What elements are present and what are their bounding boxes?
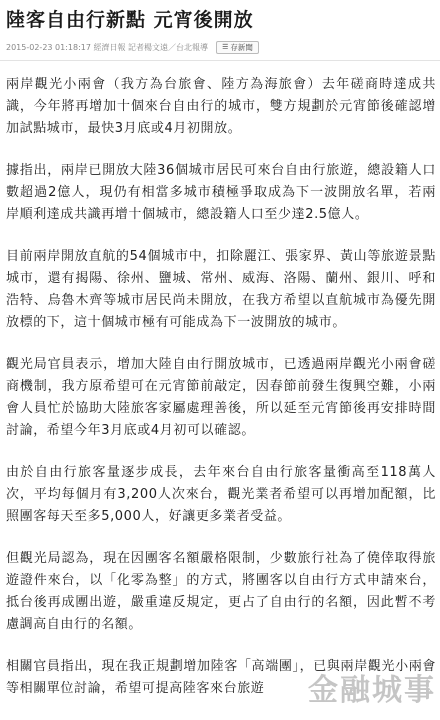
article-paragraph: 據指出，兩岸已開放大陸36個城市居民可來台自由行旅遊，總設籍人口數超過2億人，現仍有相當多城市積極爭取成為下一波開放名單，若兩岸順利達成共識再增十個城市，總設籍人口至少達2.5億人。 <box>6 163 436 222</box>
bookmark-icon: ☰ <box>222 43 229 51</box>
article-title: 陸客自由行新點 元宵後開放 <box>6 9 254 31</box>
article-paragraph: 兩岸觀光小兩會（我方為台旅會、陸方為海旅會）去年磋商時達成共識，今年將再增加十個來台自由行的城市，雙方規劃於元宵節後確認增加試點城市，最快3月底或4月初開放。 <box>6 77 436 136</box>
article-paragraph: 由於自由行旅客量逐步成長，去年來台自由行旅客量衝高至118萬人次，平均每個月有3,200人次來台，觀光業者希望可以再增加配額，比照團客每天至多5,000人，好讓更多業者受益。 <box>6 465 436 524</box>
article-paragraph: 觀光局官員表示，增加大陸自由行開放城市，已透過兩岸觀光小兩會磋商機制，我方原希望可在元宵節前敲定，因春節前發生復興空難，小兩會人員忙於協助大陸旅客家屬處理善後，所以延至元宵節後再安排時間討論，希望今年3月底或4月初可以確認。 <box>6 357 436 438</box>
header-divider <box>0 60 440 61</box>
save-news-button[interactable] <box>216 41 259 54</box>
save-news-label: 存新聞 <box>230 42 253 52</box>
article-meta: 2015-02-23 01:18:17 經濟日報 記者楊文遠／台北報導 <box>6 42 209 52</box>
site-watermark: 金融城事 <box>308 673 436 708</box>
article-paragraph: 目前兩岸開放直航的54個城市中，扣除麗江、張家界、黃山等旅遊景點城市，還有揭陽、徐州、鹽城、常州、威海、洛陽、蘭州、銀川、呼和浩特、烏魯木齊等城市居民尚未開放，在我方希望以直航城市為優先開放標的下，這十個城市極有可能成為下一波開放的城市。 <box>6 249 436 330</box>
article-paragraph: 相關官員指出，現在我正規劃增加陸客「高端團」，已與兩岸觀光小兩會等相關單位討論，希望可提高陸客來台旅遊 <box>6 659 436 696</box>
article-meta-bar <box>6 40 434 54</box>
article-body <box>6 74 436 720</box>
article-paragraph: 但觀光局認為，現在因團客名額嚴格限制，少數旅行社為了僥倖取得旅遊證件來台，以「化零為整」的方式，將團客以自由行方式申請來台，抵台後再成團出遊，嚴重違反規定，更占了自由行的名額，因此暫不考慮調高自由行的名額。 <box>6 551 436 632</box>
